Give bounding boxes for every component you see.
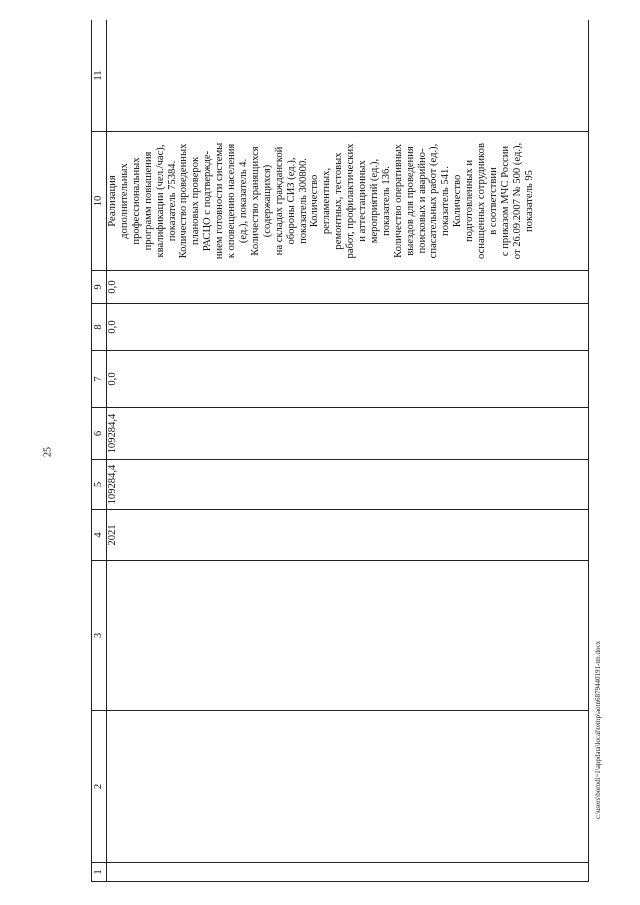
indicator-line: плановых проверок [190,156,202,246]
cell-col-2 [107,711,589,863]
indicator-line: ремонтных, тестовых [333,152,345,250]
indicator-line: в соответствии [488,167,499,235]
cell-value-8: 0,0 [107,304,589,351]
header-col-4: 4 [92,510,107,561]
indicator-line: с приказом МЧС России [499,145,511,257]
indicator-line: профессиональных [130,157,142,245]
indicator-line: поисковых и аварийно- [416,148,428,254]
indicator-line: и аттестационных [357,160,369,242]
header-col-6: 6 [92,408,107,460]
indicator-line: к оповещению населения [226,143,238,259]
program-table [91,20,589,882]
cell-value-5: 109284,4 [107,460,589,510]
indicator-line: от 26.09.2007 № 500 (ед.), [511,142,523,260]
cell-year: 2021 [107,510,589,561]
indicator-line: Количество [309,174,321,228]
indicator-line: Количество [452,174,464,228]
indicator-line: дополнительных [118,163,130,239]
indicator-line: выездов для проведения [404,146,416,256]
indicator-line: (содержащихся) [261,164,273,238]
table-region [91,20,589,882]
table-row [107,20,589,882]
indicator-line: показатель 95 [523,170,535,232]
header-row [92,20,107,882]
indicator-line: работ, профилактических [345,143,357,259]
header-col-2: 2 [92,711,107,863]
indicator-line: нием готовности системы [214,142,226,260]
indicator-line: (ед.), показатель 4. [237,158,249,244]
cell-col-1 [107,863,589,882]
indicator-line: оснащенных сотрудников [476,143,488,259]
indicator-line: показатель 136. [380,166,392,236]
cell-value-9: 0,0 [107,271,589,304]
indicator-line: на складах гражданской [273,146,285,256]
indicator-line: Количество проведенных [178,143,190,259]
indicator-line: Реализация [107,175,118,227]
header-col-9: 9 [92,271,107,304]
header-col-5: 5 [92,460,107,510]
indicator-line: Количество оперативных [392,144,404,258]
cell-indicators [107,132,589,271]
header-col-11: 11 [92,20,107,132]
file-path: c:\users\borodi~1\appdata\local\temp\aotn6879440191-tm.docx [594,640,602,820]
indicator-line: квалификации (чел./час), [154,144,166,258]
indicator-line: мероприятий (ед.), [368,158,380,244]
indicator-line: Количество хранящихся [249,146,261,256]
cell-col-3 [107,561,589,711]
indicator-line: показатель 541. [440,166,452,236]
indicator-line: РАСЦО с подтвержде- [202,150,214,252]
indicator-line: показатель 300800. [297,158,309,244]
indicator-line: регламентных, [321,167,333,235]
indicator-line: обороны СИЗ (ед.), [285,157,297,245]
indicator-line: спасательных работ (ед.), [428,143,440,259]
indicator-line: подготовленных и [464,160,476,242]
header-col-3: 3 [92,561,107,711]
cell-col-11 [107,20,589,132]
header-col-7: 7 [92,351,107,408]
cell-value-7: 0,0 [107,351,589,408]
header-col-1: 1 [92,863,107,882]
cell-value-6: 109284,4 [107,408,589,460]
rotated-table-frame [91,20,589,882]
header-col-10: 10 [92,132,107,271]
indicator-line: показатель 75384. [166,160,178,242]
indicator-line: программ повышения [142,151,154,251]
page-number: 25 [42,447,54,457]
header-col-8: 8 [92,304,107,351]
